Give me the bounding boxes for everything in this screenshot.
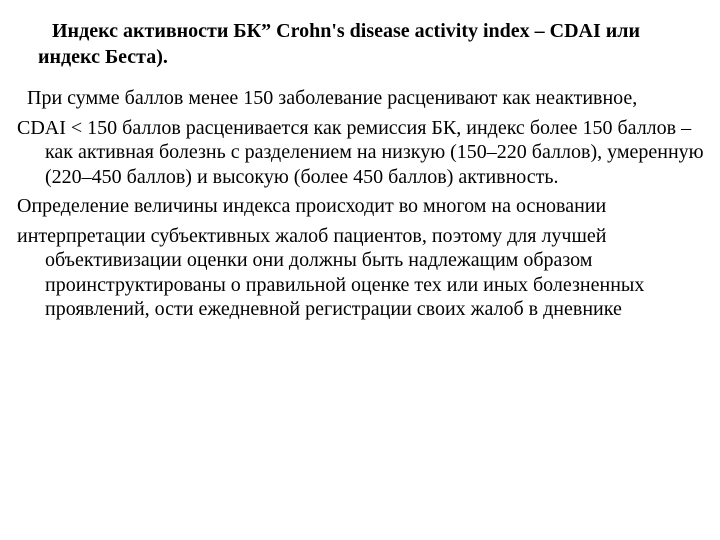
paragraph-patient-instruction: интерпретации субъективных жалоб пациентов, поэтому для лучшей объективизации оценки они должны быть надлежащим образом проинструктированы о правильной оценке тех или иных болезненных проявлений, ости ежедневной регистрации своих жалоб в дневнике xyxy=(17,224,645,320)
slide-body xyxy=(17,86,707,327)
paragraph-inactive-threshold: При сумме баллов менее 150 заболевание расценивают как неактивное, xyxy=(27,87,638,109)
paragraph-cdai-ranges: CDAI < 150 баллов расценивается как ремиссия БК, индекс более 150 баллов – как активная болезнь с разделением на низкую (150–220 баллов), умеренную (220–450 баллов) и высокую (более 450 баллов) активность. xyxy=(17,116,704,188)
paragraph-index-determination: Определение величины индекса происходит во многом на основании xyxy=(17,195,607,217)
slide-title: Индекс активности БК” Crohn's disease activity index – CDAI или индекс Беста). xyxy=(38,20,641,68)
